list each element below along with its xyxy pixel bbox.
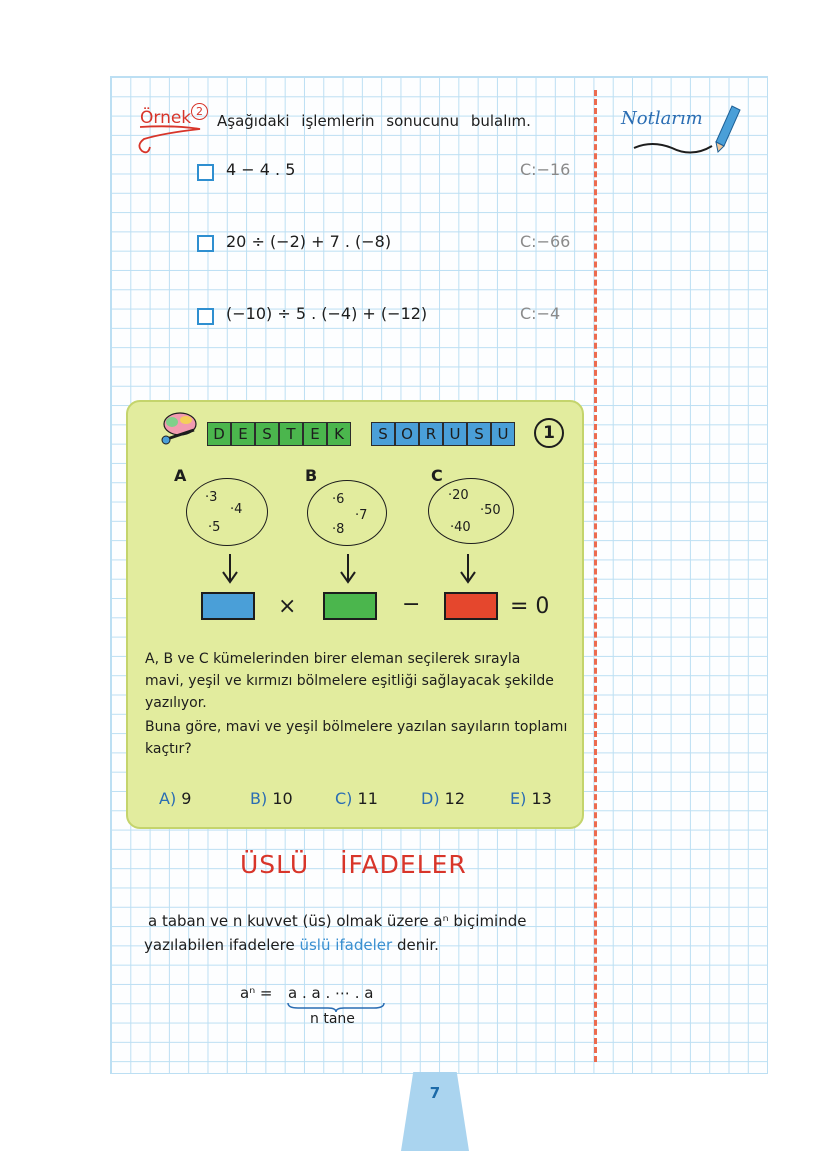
title-tile: O <box>395 422 419 446</box>
question-checkbox[interactable] <box>197 164 214 181</box>
brain-icon <box>158 410 204 448</box>
question-1-answer: C:−16 <box>520 160 571 179</box>
pencil-icon <box>632 100 742 160</box>
set-element: ·40 <box>450 520 471 535</box>
notes-title: Notlarım <box>621 108 703 129</box>
title-tile: U <box>491 422 515 446</box>
example-underline-icon <box>134 123 206 159</box>
blue-box <box>201 592 255 620</box>
equals-zero: = 0 <box>510 594 550 619</box>
title-tile: S <box>255 422 279 446</box>
problem-line: yazılıyor. <box>145 695 207 711</box>
set-name-b: B <box>305 466 318 485</box>
problem-line: A, B ve C kümelerinden birer eleman seçilerek sırayla <box>145 651 521 667</box>
arrow-down-icon <box>220 552 240 586</box>
set-element: ·50 <box>480 503 501 518</box>
question-2-expression: 20 ÷ (−2) + 7 . (−8) <box>226 232 392 251</box>
choice-c[interactable]: C) 11 <box>335 789 378 808</box>
set-element: ·6 <box>332 492 345 507</box>
title-tile: S <box>467 422 491 446</box>
support-question-number: 1 <box>534 418 564 448</box>
question-checkbox[interactable] <box>197 308 214 325</box>
choice-d[interactable]: D) 12 <box>421 789 466 808</box>
question-3-expression: (−10) ÷ 5 . (−4) + (−12) <box>226 304 428 323</box>
arrow-down-icon <box>458 552 478 586</box>
title-tile: S <box>371 422 395 446</box>
definition-line-1: a taban ve n kuvvet (üs) olmak üzere aⁿ biçiminde <box>148 912 527 930</box>
title-tile: E <box>303 422 327 446</box>
notes-margin-line <box>594 90 597 1062</box>
set-name-a: A <box>174 466 187 485</box>
formula-under: n tane <box>310 1011 355 1027</box>
example-label: Örnek <box>140 108 192 128</box>
red-box <box>444 592 498 620</box>
question-checkbox[interactable] <box>197 235 214 252</box>
times-sign: × <box>278 594 297 619</box>
title-tile: E <box>231 422 255 446</box>
title-tile: R <box>419 422 443 446</box>
title-tile: U <box>443 422 467 446</box>
choice-b[interactable]: B) 10 <box>250 789 293 808</box>
problem-line: kaçtır? <box>145 741 192 757</box>
set-element: ·7 <box>355 508 368 523</box>
question-1-expression: 4 − 4 . 5 <box>226 160 296 179</box>
set-element: ·3 <box>205 490 218 505</box>
title-tile: T <box>279 422 303 446</box>
green-box <box>323 592 377 620</box>
set-a-circle <box>186 478 268 546</box>
problem-line: Buna göre, mavi ve yeşil bölmelere yazılan sayıların toplamı <box>145 719 568 735</box>
example-title: Aşağıdaki işlemlerin sonucunu bulalım. <box>217 112 531 130</box>
arrow-down-icon <box>338 552 358 586</box>
question-3-answer: C:−4 <box>520 304 561 323</box>
set-element: ·4 <box>230 502 243 517</box>
minus-sign: − <box>402 592 421 617</box>
question-2-answer: C:−66 <box>520 232 571 251</box>
set-name-c: C <box>431 466 443 485</box>
title-tile: K <box>327 422 351 446</box>
set-element: ·8 <box>332 522 345 537</box>
set-element: ·5 <box>208 520 221 535</box>
page-number: 7 <box>429 1084 441 1102</box>
title-tile: D <box>207 422 231 446</box>
formula-left: aⁿ = <box>240 984 273 1002</box>
example-number: 2 <box>191 103 208 120</box>
set-element: ·20 <box>448 488 469 503</box>
section-title: ÜSLÜ İFADELER <box>240 850 467 879</box>
choice-a[interactable]: A) 9 <box>159 789 192 808</box>
set-c-circle <box>428 478 514 544</box>
choice-e[interactable]: E) 13 <box>510 789 552 808</box>
set-b-circle <box>307 480 387 546</box>
formula-right: a . a . ⋯ . a <box>288 984 374 1002</box>
problem-line: mavi, yeşil ve kırmızı bölmelere eşitliği sağlayacak şekilde <box>145 673 554 689</box>
definition-line-2: yazılabilen ifadelere üslü ifadeler denir. <box>144 936 439 954</box>
